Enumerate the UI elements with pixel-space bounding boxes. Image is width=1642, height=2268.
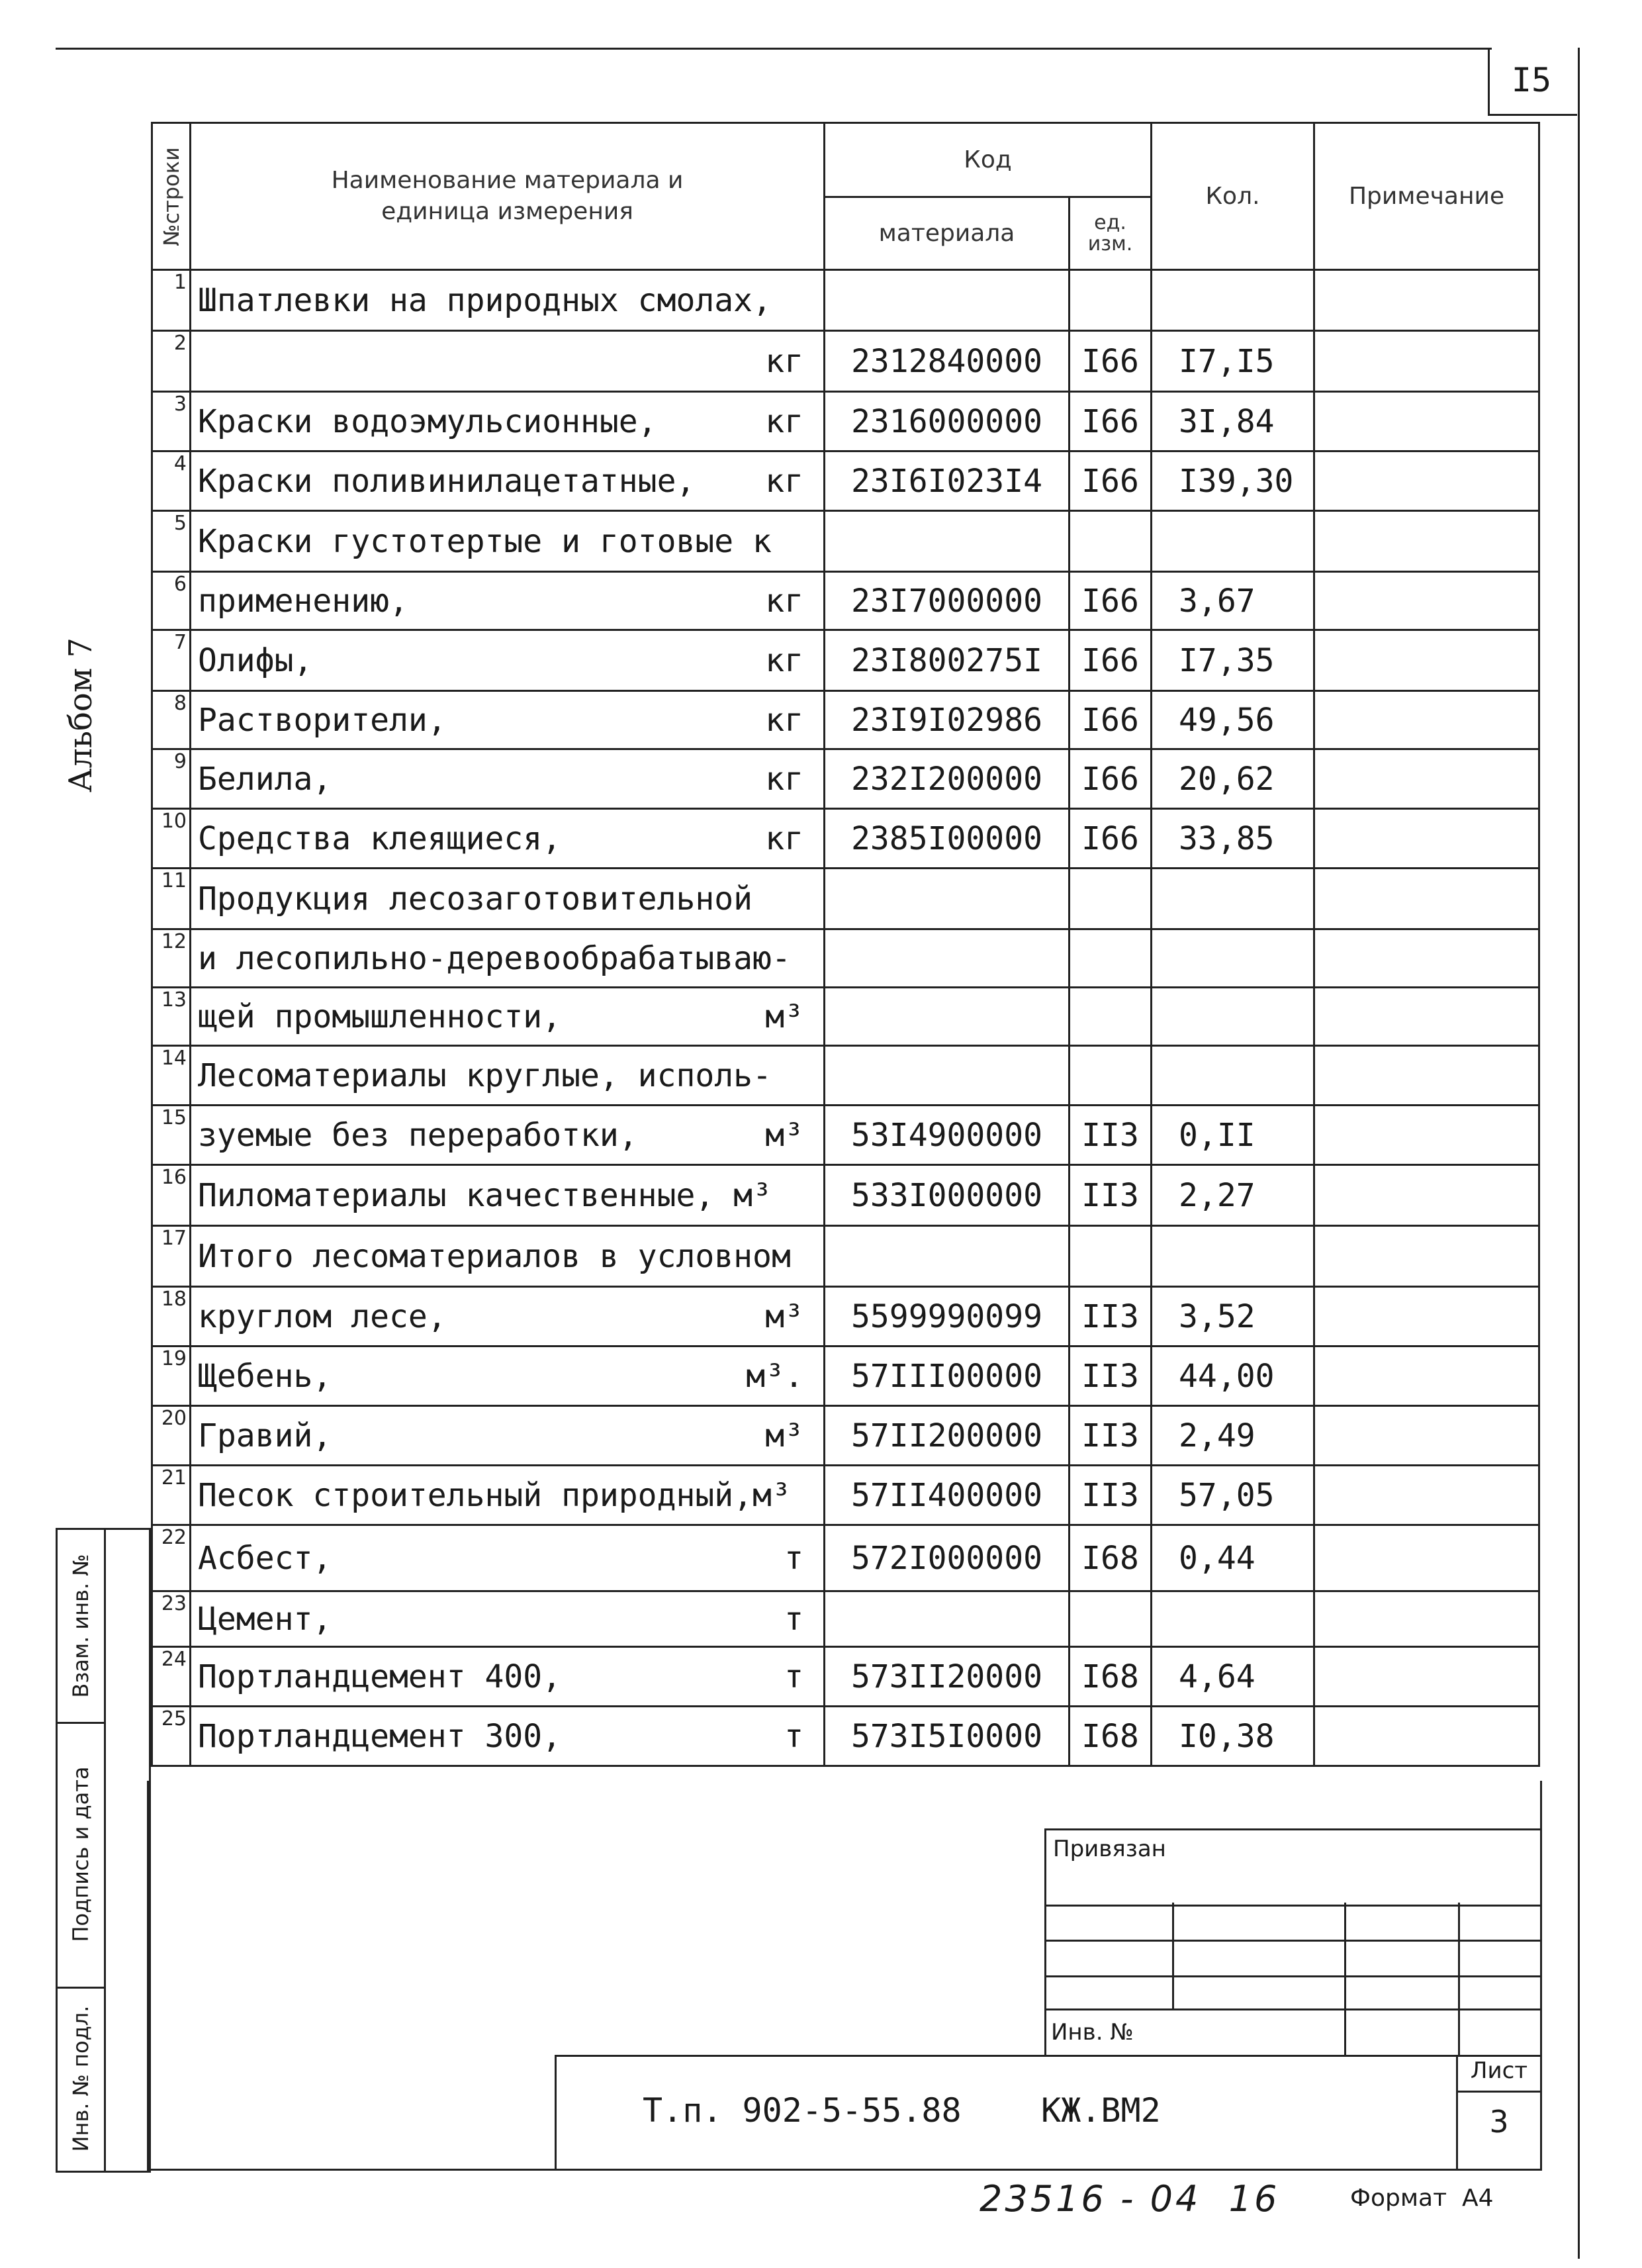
unit-code (1070, 1226, 1152, 1287)
material-code: 23I800275I (825, 630, 1070, 691)
document-stamp (555, 2055, 1540, 2171)
material-name-text: Цемент, (198, 1600, 332, 1638)
unit-of-measure: м³ (765, 1417, 803, 1454)
row-number: 2 (152, 331, 191, 392)
material-code: 23I6I023I4 (825, 451, 1070, 511)
note (1314, 1466, 1539, 1525)
unit-code: I66 (1070, 331, 1152, 392)
unit-code (1070, 1046, 1152, 1106)
quantity: 49,56 (1152, 691, 1314, 749)
material-code: 57III00000 (825, 1347, 1070, 1406)
material-name-text: Краски водоэмульсионные, (198, 402, 657, 440)
material-name-text: Продукция лесозаготовительной (198, 880, 753, 918)
material-code: 57II400000 (825, 1466, 1070, 1525)
unit-code (1070, 1591, 1152, 1647)
quantity: I0,38 (1152, 1707, 1314, 1766)
unit-of-measure: м³ (765, 1298, 803, 1335)
row-number: 21 (152, 1466, 191, 1525)
row-number: 24 (152, 1647, 191, 1707)
unit-of-measure: т (784, 1539, 803, 1577)
quantity (1152, 1226, 1314, 1287)
unit-of-measure: кг (765, 342, 803, 380)
materials-table (151, 122, 1540, 1767)
table-row (152, 1647, 1539, 1707)
row-number: 9 (152, 749, 191, 809)
material-name (191, 1046, 825, 1106)
quantity: 3I,84 (1152, 392, 1314, 451)
table-row (152, 630, 1539, 691)
material-name (191, 1287, 825, 1347)
quantity (1152, 270, 1314, 331)
table-row (152, 1165, 1539, 1226)
inv-number-label: Инв. № (1051, 2019, 1134, 2046)
quantity (1152, 1046, 1314, 1106)
table-row (152, 451, 1539, 511)
unit-code: I68 (1070, 1525, 1152, 1591)
material-name-text: Средства клеящиеся, (198, 820, 562, 857)
table-row (152, 392, 1539, 451)
material-code: 573II20000 (825, 1647, 1070, 1707)
handwritten-number: 23516 - 04 16 (980, 2178, 1280, 2220)
material-name (191, 392, 825, 451)
unit-of-measure: кг (765, 641, 803, 679)
material-name-text: Портландцемент 400, (198, 1658, 562, 1695)
album-label-text: Альбом 7 (62, 638, 99, 792)
material-code (825, 511, 1070, 572)
material-name (191, 1466, 825, 1525)
row-number: 1 (152, 270, 191, 331)
table-row (152, 691, 1539, 749)
material-name (191, 1591, 825, 1647)
list-number: 3 (1489, 2104, 1509, 2140)
stamp-inv-podl: Инв. № подл. (68, 2005, 93, 2152)
row-number: 23 (152, 1591, 191, 1647)
material-code (825, 988, 1070, 1046)
quantity: 2,49 (1152, 1406, 1314, 1466)
material-code: 2312840000 (825, 331, 1070, 392)
material-code: 573I5I0000 (825, 1707, 1070, 1766)
material-name-text: Щебень, (198, 1357, 332, 1395)
material-code: 533I000000 (825, 1165, 1070, 1226)
document-code: Т.п. 902-5-55.88 КЖ.ВМ2 (643, 2091, 1161, 2130)
unit-code: I66 (1070, 451, 1152, 511)
header-qty: Кол. (1152, 123, 1314, 270)
unit-code: II3 (1070, 1406, 1152, 1466)
material-name (191, 869, 825, 929)
material-name (191, 1525, 825, 1591)
note (1314, 1106, 1539, 1165)
unit-of-measure: т (784, 1658, 803, 1695)
material-name (191, 451, 825, 511)
row-number: 13 (152, 988, 191, 1046)
note (1314, 1525, 1539, 1591)
material-name (191, 1406, 825, 1466)
quantity: 57,05 (1152, 1466, 1314, 1525)
note (1314, 1347, 1539, 1406)
material-name-text: Растворители, (198, 701, 447, 739)
quantity: 3,67 (1152, 572, 1314, 630)
unit-code: I66 (1070, 392, 1152, 451)
table-row (152, 1406, 1539, 1466)
material-name-text: Лесоматериалы круглые, исполь- (198, 1057, 772, 1094)
material-name-text: Песок строительный природный,м³ (198, 1476, 791, 1514)
material-code: 23I9I02986 (825, 691, 1070, 749)
table-row (152, 572, 1539, 630)
note (1314, 1406, 1539, 1466)
note (1314, 1165, 1539, 1226)
unit-code: I68 (1070, 1707, 1152, 1766)
material-name (191, 1707, 825, 1766)
material-name-text: Краски густотертые и готовые к (198, 522, 772, 560)
note (1314, 1647, 1539, 1707)
row-number: 15 (152, 1106, 191, 1165)
table-row (152, 869, 1539, 929)
table-row (152, 749, 1539, 809)
unit-code: I66 (1070, 691, 1152, 749)
table-row (152, 1525, 1539, 1591)
row-number: 5 (152, 511, 191, 572)
row-number: 25 (152, 1707, 191, 1766)
unit-of-measure: м³. (746, 1357, 803, 1395)
material-code (825, 929, 1070, 988)
table-row (152, 929, 1539, 988)
unit-of-measure: м³ (765, 1116, 803, 1154)
quantity: 33,85 (1152, 809, 1314, 869)
material-code (825, 270, 1070, 331)
unit-of-measure: т (784, 1717, 803, 1755)
table-row (152, 1347, 1539, 1406)
material-name-text: Итого лесоматериалов в условном (198, 1237, 791, 1275)
table-row (152, 1466, 1539, 1525)
unit-of-measure: кг (765, 820, 803, 857)
quantity: I39,30 (1152, 451, 1314, 511)
material-code: 572I000000 (825, 1525, 1070, 1591)
material-name-text: Белила, (198, 760, 332, 798)
row-number: 17 (152, 1226, 191, 1287)
unit-code: I68 (1070, 1647, 1152, 1707)
quantity: 20,62 (1152, 749, 1314, 809)
privyazan-label: Привязан (1053, 1836, 1166, 1862)
material-code: 5599990099 (825, 1287, 1070, 1347)
material-code (825, 1046, 1070, 1106)
material-code: 57II200000 (825, 1406, 1070, 1466)
material-name (191, 1347, 825, 1406)
unit-code (1070, 511, 1152, 572)
material-name (191, 270, 825, 331)
quantity: 0,44 (1152, 1525, 1314, 1591)
unit-code (1070, 270, 1152, 331)
header-code: Код (825, 123, 1152, 197)
table-row (152, 511, 1539, 572)
note (1314, 749, 1539, 809)
table-row (152, 809, 1539, 869)
quantity (1152, 988, 1314, 1046)
material-name-text: Шпатлевки на природных смолах, (198, 281, 772, 319)
table-row (152, 1226, 1539, 1287)
material-name (191, 691, 825, 749)
table-row (152, 1046, 1539, 1106)
row-number: 4 (152, 451, 191, 511)
unit-code: II3 (1070, 1347, 1152, 1406)
quantity: 2,27 (1152, 1165, 1314, 1226)
row-number: 3 (152, 392, 191, 451)
note (1314, 630, 1539, 691)
unit-code: I66 (1070, 630, 1152, 691)
quantity (1152, 869, 1314, 929)
inv-number-cell (1044, 2008, 1342, 2055)
material-name (191, 809, 825, 869)
note (1314, 331, 1539, 392)
unit-of-measure: кг (765, 760, 803, 798)
material-name (191, 1226, 825, 1287)
unit-of-measure: кг (765, 701, 803, 739)
material-name-text: применению, (198, 582, 408, 620)
material-name-text: Портландцемент 300, (198, 1717, 562, 1755)
material-name-text: Олифы, (198, 641, 313, 679)
unit-code: II3 (1070, 1287, 1152, 1347)
material-code (825, 1591, 1070, 1647)
row-number: 7 (152, 630, 191, 691)
row-number: 8 (152, 691, 191, 749)
row-number: 16 (152, 1165, 191, 1226)
material-code: 2316000000 (825, 392, 1070, 451)
unit-code (1070, 929, 1152, 988)
quantity: I7,I5 (1152, 331, 1314, 392)
material-name (191, 511, 825, 572)
row-number: 6 (152, 572, 191, 630)
note (1314, 691, 1539, 749)
unit-code: II3 (1070, 1466, 1152, 1525)
material-code: 53I4900000 (825, 1106, 1070, 1165)
note (1314, 392, 1539, 451)
note (1314, 1591, 1539, 1647)
material-name (191, 749, 825, 809)
material-name (191, 331, 825, 392)
left-stamp-column (56, 1528, 151, 2173)
table-row (152, 988, 1539, 1046)
table-row (152, 1106, 1539, 1165)
unit-code: II3 (1070, 1165, 1152, 1226)
note (1314, 1287, 1539, 1347)
material-name-text: Краски поливинилацетатные, (198, 462, 696, 500)
table-row (152, 1707, 1539, 1766)
unit-of-measure: т (784, 1600, 803, 1638)
quantity (1152, 511, 1314, 572)
table-row (152, 331, 1539, 392)
material-name (191, 929, 825, 988)
row-number: 19 (152, 1347, 191, 1406)
row-number: 20 (152, 1406, 191, 1466)
material-name-text: щей промышленности, (198, 998, 562, 1035)
material-code: 2385I00000 (825, 809, 1070, 869)
material-code: 232I200000 (825, 749, 1070, 809)
material-name-text: Гравий, (198, 1417, 332, 1454)
material-name (191, 1106, 825, 1165)
sheet-list-box (1456, 2055, 1540, 2169)
material-code (825, 1226, 1070, 1287)
material-name (191, 1165, 825, 1226)
quantity: 0,II (1152, 1106, 1314, 1165)
material-name (191, 630, 825, 691)
unit-of-measure: кг (765, 582, 803, 620)
unit-code: I66 (1070, 749, 1152, 809)
material-code: 23I7000000 (825, 572, 1070, 630)
material-name-text: круглом лесе, (198, 1298, 447, 1335)
material-name (191, 988, 825, 1046)
note (1314, 511, 1539, 572)
table-row (152, 1287, 1539, 1347)
header-code-material: материала (825, 197, 1070, 270)
quantity: 44,00 (1152, 1347, 1314, 1406)
note (1314, 451, 1539, 511)
note (1314, 869, 1539, 929)
quantity: 3,52 (1152, 1287, 1314, 1347)
material-name (191, 572, 825, 630)
list-label: Лист (1458, 2057, 1540, 2093)
note (1314, 929, 1539, 988)
row-number: 11 (152, 869, 191, 929)
material-name-text: зуемые без переработки, (198, 1116, 638, 1154)
row-number: 14 (152, 1046, 191, 1106)
unit-code: II3 (1070, 1106, 1152, 1165)
quantity: 4,64 (1152, 1647, 1314, 1707)
table-row (152, 270, 1539, 331)
note (1314, 809, 1539, 869)
unit-of-measure: кг (765, 402, 803, 440)
header-code-unit: ед. изм. (1070, 197, 1152, 270)
note (1314, 1707, 1539, 1766)
row-number: 10 (152, 809, 191, 869)
material-name-text: Пиломатериалы качественные, м³ (198, 1176, 772, 1214)
top-border-line (56, 48, 1492, 50)
sheet-number: I5 (1511, 61, 1552, 99)
note (1314, 1226, 1539, 1287)
quantity: I7,35 (1152, 630, 1314, 691)
unit-code (1070, 988, 1152, 1046)
stamp-podpis-data: Подпись и дата (58, 1722, 104, 1989)
stamp-vzam-inv: Взам. инв. № (58, 1530, 104, 1724)
header-note: Примечание (1314, 123, 1539, 270)
note (1314, 572, 1539, 630)
material-name (191, 1647, 825, 1707)
format-label: Формат А4 (1350, 2185, 1494, 2212)
header-row-number: №строки (152, 123, 191, 270)
quantity (1152, 1591, 1314, 1647)
row-number: 12 (152, 929, 191, 988)
material-name-text: и лесопильно-деревообрабатываю- (198, 939, 791, 977)
header-name: Наименование материала и единица измерения (191, 123, 825, 270)
row-number: 22 (152, 1525, 191, 1591)
note (1314, 270, 1539, 331)
material-code (825, 869, 1070, 929)
unit-code: I66 (1070, 809, 1152, 869)
material-name-text: Асбест, (198, 1539, 332, 1577)
unit-of-measure: кг (765, 462, 803, 500)
note (1314, 988, 1539, 1046)
unit-code: I66 (1070, 572, 1152, 630)
note (1314, 1046, 1539, 1106)
unit-of-measure: м³ (765, 998, 803, 1035)
quantity (1152, 929, 1314, 988)
row-number: 18 (152, 1287, 191, 1347)
table-row (152, 1591, 1539, 1647)
album-label (61, 609, 101, 821)
unit-code (1070, 869, 1152, 929)
right-border-line (1578, 48, 1580, 2259)
privyazan-box (1044, 1828, 1542, 1907)
